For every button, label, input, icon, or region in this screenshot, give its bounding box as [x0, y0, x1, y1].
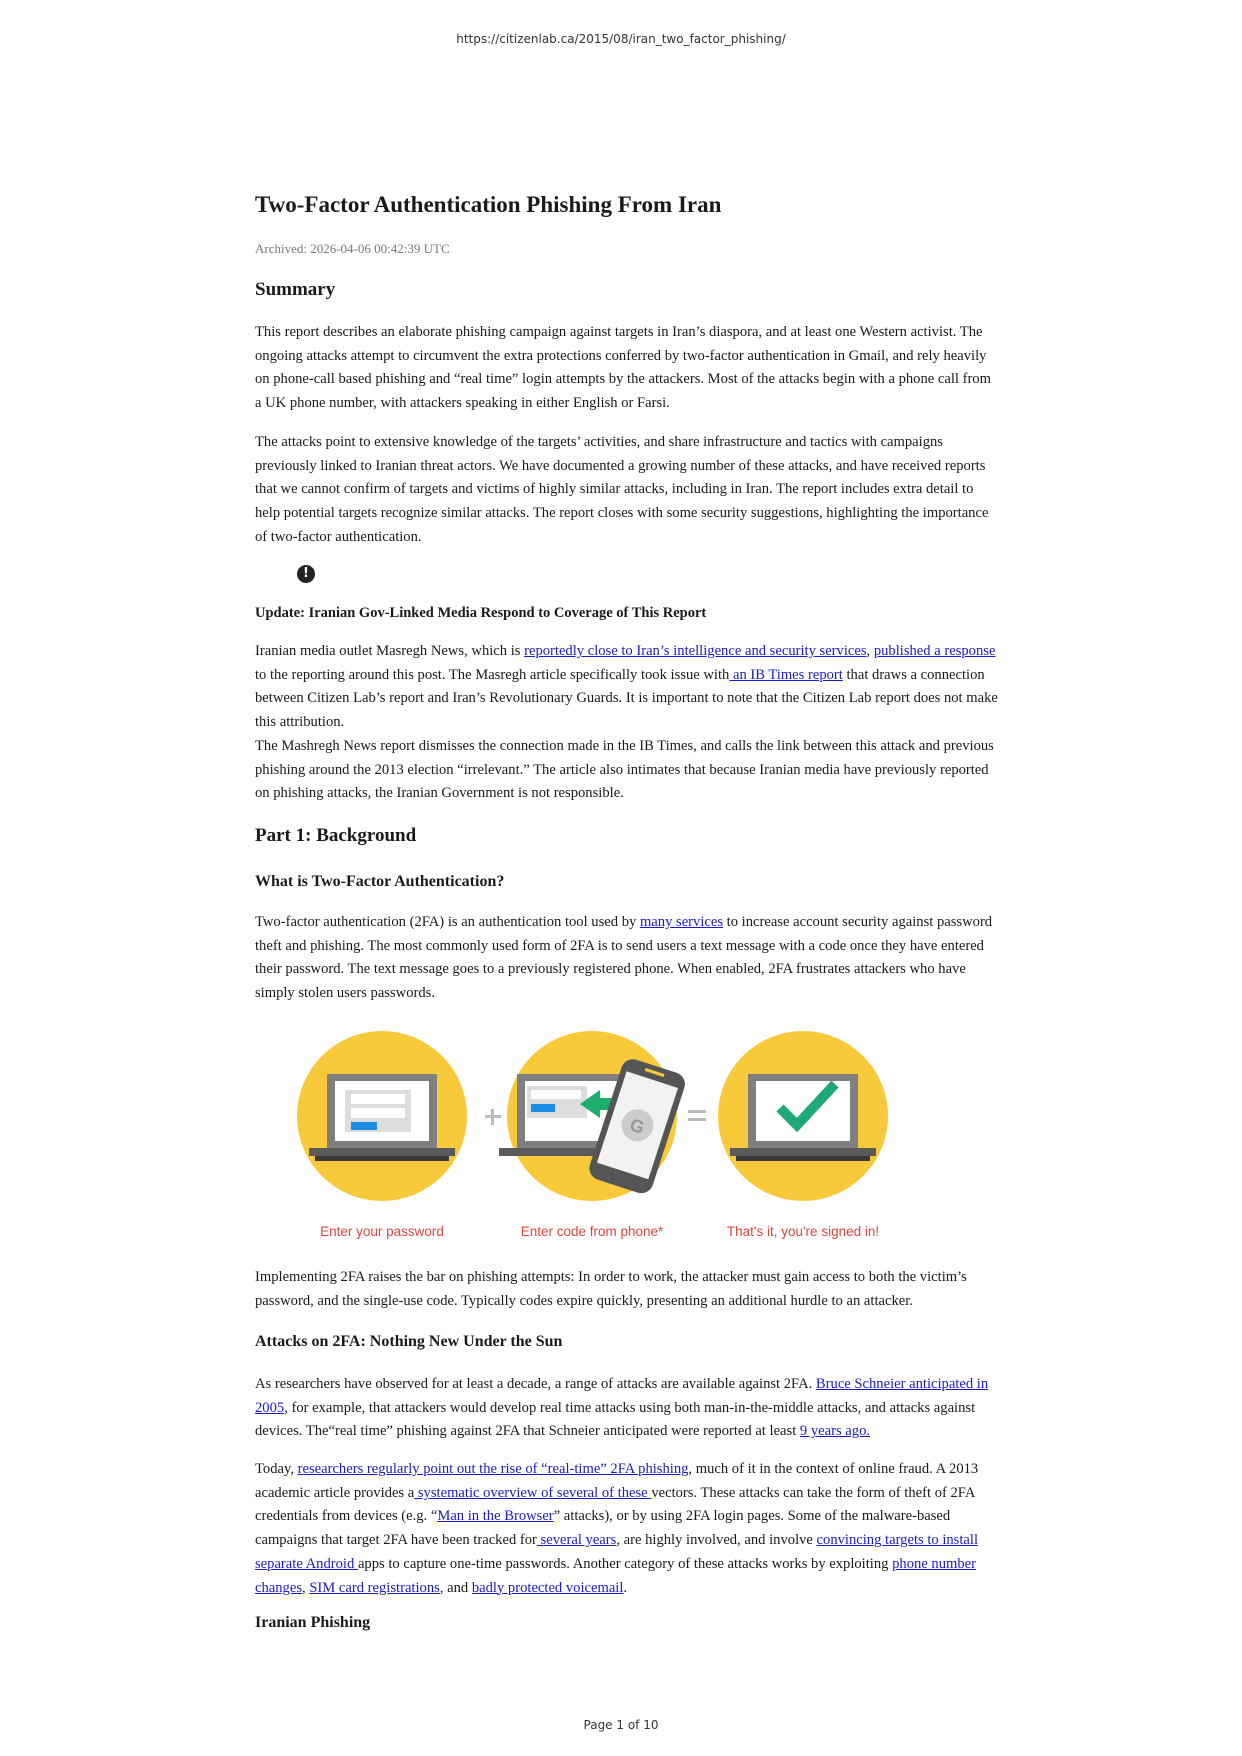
implementing-2fa-paragraph: Implementing 2FA raises the bar on phishing attempts: In order to work, the attacker must gain access to both the victim’s password, and the single-use code. Typically codes expire quickly, presenting an additional hurdle to an attacker. [255, 1269, 967, 1309]
attacks-on-2fa-heading: Attacks on 2FA: Nothing New Under the Sun [255, 1333, 563, 1350]
iranian-phishing-heading: Iranian Phishing [255, 1614, 371, 1631]
link-man-in-the-browser[interactable]: Man in the Browser [437, 1508, 554, 1525]
update-paragraph-2: The Mashregh News report dismisses the connection made in the IB Times, and calls the link between this attack and previous phishing around the 2013 election “irrelevant.” The article also intimates that because Iranian media have previously reported on phishing attacks, the Iranian Government is not responsible. [255, 738, 994, 802]
text-span: Iranian media outlet Masregh News, which is [255, 643, 525, 659]
link-voicemail[interactable]: badly protected voicemail [471, 1579, 624, 1596]
sign-in-button-graphic [351, 1122, 377, 1130]
caption-enter-password: Enter your password [320, 1224, 444, 1239]
text-span: Today, [255, 1461, 298, 1477]
text-span: vectors. These attacks can take the form of theft of 2FA credentials from devices (e.g. “ [255, 1484, 975, 1525]
update-paragraph-1 [255, 640, 1000, 735]
text-span: As researchers have observed for at least a decade, a range of attacks are available against 2FA. [255, 1376, 816, 1392]
link-android-apps[interactable]: convincing targets to install separate Android [255, 1532, 978, 1572]
what-is-2fa-paragraph [255, 911, 1000, 1006]
link-reportedly-close[interactable]: reportedly close to Iran’s intelligence and security services [524, 643, 867, 659]
laptop-base [730, 1148, 876, 1156]
attacks-paragraph [255, 1373, 1000, 1444]
link-many-services[interactable]: many services [639, 914, 724, 930]
text-span: that draws a connection between Citizen Lab’s report and Iran’s Revolutionary Guards. It is important to note that the Citizen Lab report does not make this attribution. [255, 666, 998, 731]
laptop-base [309, 1148, 455, 1156]
text-span: , much of it in the context of online fraud. A 2013 academic article provides a [255, 1461, 979, 1501]
text-span: . [623, 1579, 628, 1596]
text-span: ” attacks), or by using 2FA login pages. Some of the malware-based campaigns that target 2FA have been tracked for [255, 1508, 951, 1549]
link-bruce-schneier[interactable]: Bruce Schneier anticipated in 2005 [255, 1376, 989, 1416]
what-is-2fa-heading: What is Two-Factor Authentication? [255, 873, 505, 890]
text-span: Two-factor authentication (2FA) is an authentication tool used by [255, 914, 640, 930]
link-researchers-real-time[interactable]: researchers regularly point out the rise of “real-time” 2FA phishing [297, 1461, 689, 1477]
link-published-response[interactable]: published a response [873, 643, 996, 659]
summary-paragraph-2: The attacks point to extensive knowledge of the targets’ activities, and share infrastructure and tactics with campaigns previously linked to Iranian threat actors. We have documented a growing number of these attacks, and have received reports that we cannot confirm of targets and victims of highly similar attacks, including in Iran. The report includes extra detail to help potential targets recognize similar attacks. The report closes with some security suggestions, highlighting the importance of two-factor authentication. [255, 434, 989, 545]
link-ib-times-report[interactable]: an IB Times report [729, 666, 843, 683]
caption-enter-code: Enter code from phone* [520, 1224, 664, 1239]
link-9-years-ago[interactable]: 9 years ago. [799, 1423, 871, 1440]
text-span: , and [439, 1579, 472, 1596]
two-factor-diagram [295, 1024, 915, 1244]
article-title: Two-Factor Authentication Phishing From Iran [255, 192, 722, 217]
text-span: to increase account security against password theft and phishing. The most commonly used form of 2FA is to send users a text message with a code once they have entered their password. The text message goes to a previously registered phone. When enabled, 2FA frustrates attackers who have simply stolen users passwords. [255, 914, 993, 1002]
link-sim-card[interactable]: SIM card registrations [309, 1579, 440, 1596]
page-url: https://citizenlab.ca/2015/08/iran_two_factor_phishing/ [456, 32, 786, 46]
archived-timestamp: Archived: 2026-04-06 00:42:39 UTC [255, 241, 450, 256]
today-paragraph [255, 1458, 1000, 1600]
diagram-graphic [295, 1024, 915, 1224]
text-span: , are highly involved, and involve [616, 1532, 817, 1549]
page-number: Page 1 of 10 [583, 1718, 659, 1732]
text-span: apps to capture one-time passwords. Another category of these attacks works by exploiting [357, 1555, 893, 1572]
link-phone-number-changes[interactable]: phone number changes [255, 1555, 976, 1596]
equals-sign [688, 1110, 706, 1113]
update-heading: Update: Iranian Gov-Linked Media Respond to Coverage of This Report [255, 605, 707, 621]
text-span: , [302, 1579, 310, 1596]
text-span: to the reporting around this post. The Masregh article specifically took issue with [255, 666, 730, 683]
summary-heading: Summary [255, 279, 336, 300]
link-systematic-overview[interactable]: systematic overview of several of these [414, 1484, 652, 1501]
text-span: , [866, 643, 874, 659]
link-several-years[interactable]: several years [536, 1532, 617, 1549]
google-logo: G [627, 1114, 647, 1138]
summary-paragraph-1: This report describes an elaborate phishing campaign against targets in Iran’s diaspora, and at least one Western activist. The ongoing attacks attempt to circumvent the extra protections conferred by two-factor authentication in Gmail, and rely heavily on phone-call based phishing and “real time” login attempts by the attackers. Most of the attacks begin with a phone call from a UK phone number, with attackers speaking in either English or Farsi. [255, 324, 991, 412]
caption-signed-in: That's it, you're signed in! [726, 1224, 880, 1239]
alert-icon: ! [297, 565, 315, 583]
text-span: , for example, that attackers would develop real time attacks using both man-in-the-middle attacks, and attacks against devices. The“real time” phishing against 2FA that Schneier anticipated were reported at least [255, 1399, 976, 1440]
part1-heading: Part 1: Background [255, 825, 417, 846]
